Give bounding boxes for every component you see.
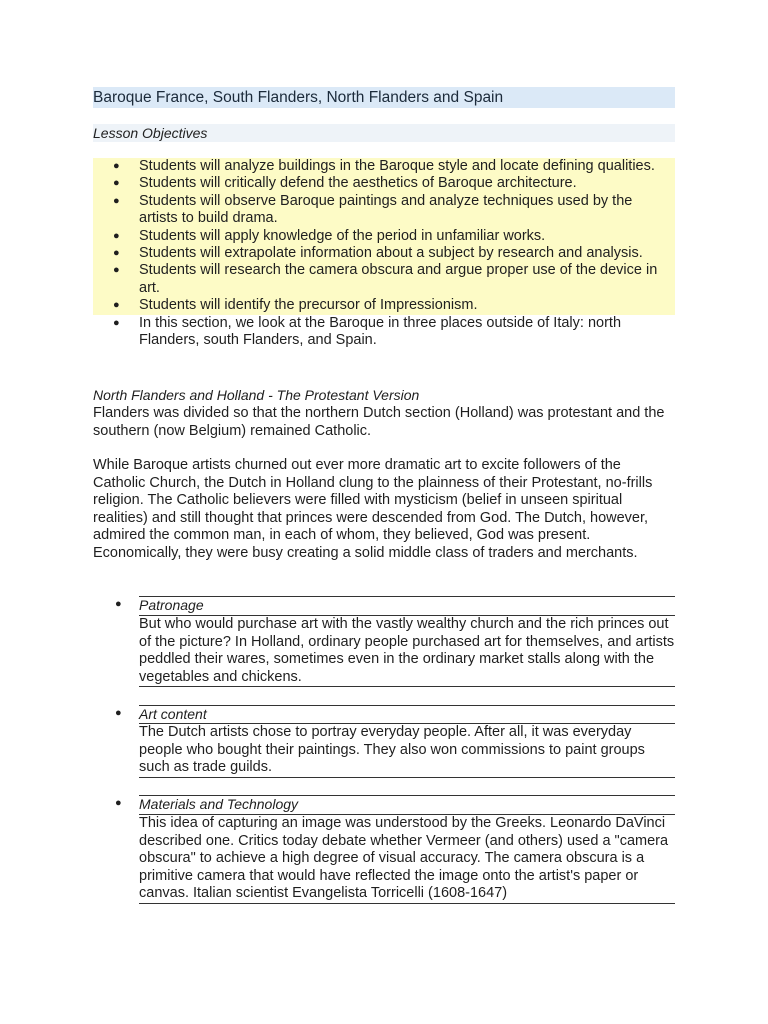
objective-item [93,245,675,262]
bullet-icon: ● [113,160,120,172]
block-body: The Dutch artists chose to portray everyday people. After all, it was everyday people who bought their paintings. They also won commissions to paint groups such as trade guilds. [139,724,645,776]
divider [139,705,675,706]
objectives-list [93,158,675,349]
objective-text: Students will critically defend the aesthetics of Baroque architecture. [139,175,577,192]
bullet-icon: ● [113,194,120,207]
materials-technology-block [93,795,675,907]
intro-text: In this section, we look at the Baroque in three places outside of Italy: north Flanders, south Flanders, and Spain. [139,314,622,349]
objective-item [93,158,675,175]
paragraph-baroque-dutch: While Baroque artists churned out ever more dramatic art to excite followers of the Catholic Church, the Dutch in Holland clung to the plainness of their Protestant, no-frills religion. The Catholic believers were filled with mysticism (belief in unseen spiritual realities) and still thought that princes were descended from God. The Dutch, however, admired the common man, in each of whom, they believed, God was present. Economically, they were busy creating a solid middle class of traders and merchants. [93,457,653,561]
objective-text: Students will analyze buildings in the Baroque style and locate defining qualities. [139,158,655,174]
block-label: Patronage [139,597,204,613]
bullet-icon: ● [113,299,120,312]
intro-item [93,315,675,350]
paragraph-flanders: Flanders was divided so that the northern Dutch section (Holland) was protestant and the southern (now Belgium) remained Catholic. [93,405,665,439]
bullet-icon: ● [113,264,120,277]
block-label: Materials and Technology [139,796,299,812]
objective-text: Students will research the camera obscura and argue proper use of the device in art. [139,262,658,296]
bullet-icon: ● [113,316,120,329]
lesson-objectives-heading: Lesson Objectives [93,124,675,142]
divider [139,777,675,778]
objective-item [93,175,675,192]
objective-text: Students will extrapolate information about a subject by research and analysis. [139,245,643,262]
block-body: But who would purchase art with the vastly wealthy church and the rich princes out of the picture? In Holland, ordinary people purchased art for themselves, and artists peddled their wares, sometimes even in the ordinary market stalls along with the vegetables and chickens. [139,616,675,685]
objective-item [93,297,675,314]
patronage-block [93,596,675,688]
objective-item [93,228,675,245]
block-label: Art content [139,706,207,722]
art-content-block [93,705,675,780]
bullet-icon: ● [113,247,120,260]
bullet-icon: ● [115,797,122,809]
objective-item [93,193,675,228]
bullet-icon: ● [113,177,120,190]
divider [139,596,675,597]
document-title: Baroque France, South Flanders, North Flanders and Spain [93,87,675,108]
bullet-icon: ● [115,707,122,719]
block-body: This idea of capturing an image was understood by the Greeks. Leonardo DaVinci described one. Critics today debate whether Vermeer (and others) used a "camera obscura" to achieve a high degree of visual accuracy. The camera obscura is a primitive camera that would have reflected the image onto the artist's paper or canvas. Italian scientist Evangelista Torricelli (1608-1647) [139,815,669,902]
divider [139,686,675,687]
objective-text: Students will apply knowledge of the period in unfamiliar works. [139,227,546,244]
objective-text: Students will observe Baroque paintings and analyze techniques used by the artists to build drama. [139,192,633,227]
section-heading: North Flanders and Holland - The Protestant Version [93,387,420,403]
bullet-icon: ● [115,598,122,610]
divider [139,903,675,904]
bullet-icon: ● [113,229,120,242]
objective-text: Students will identify the precursor of Impressionism. [139,297,478,314]
objective-item [93,262,675,297]
